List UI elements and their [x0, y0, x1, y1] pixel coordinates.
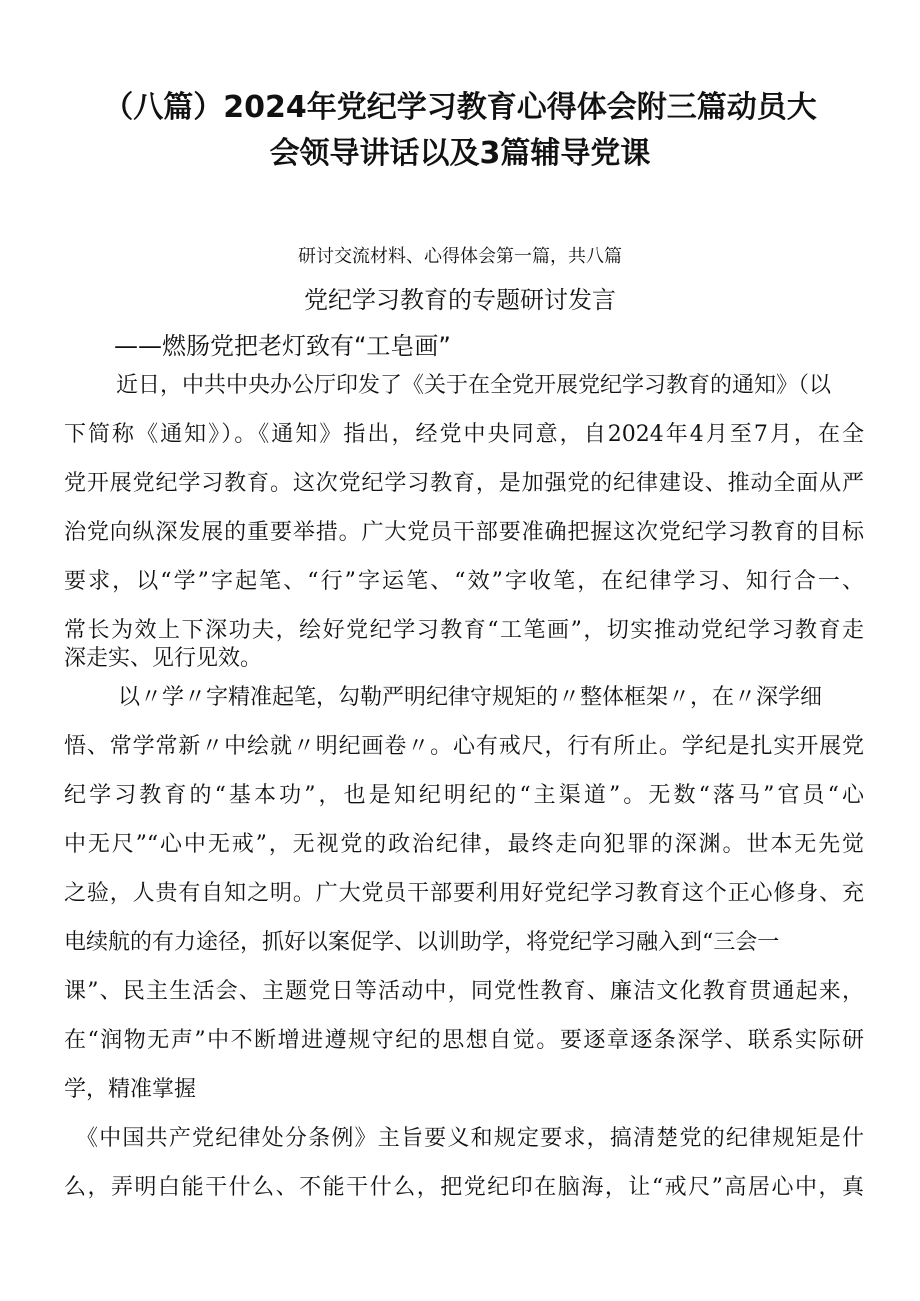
- paragraph-1-line-5: 要求，以“学”字起笔、“行”字运笔、“效”字收笔，在纪律学习、知行合一、: [64, 569, 864, 594]
- paragraph-2-line-2: 悟、常学常新〃中绘就〃明纪画卷〃。心有戒尺，行有所止。学纪是扎实开展党: [64, 734, 864, 759]
- paragraph-1-line-4: 治党向纵深发展的重要举措。广大党员干部要准确把握这次党纪学习教育的目标: [64, 520, 864, 545]
- paragraph-2-line-3: 纪学习教育的“基本功”，也是知纪明纪的“主渠道”。无数“落马”官员“心: [64, 783, 864, 808]
- paragraph-2-line-9: 学，精准掌握: [64, 1077, 197, 1102]
- paragraph-2-line-8: 在“润物无声”中不断增进遵规守纪的思想自觉。要逐章逐条深学、联系实际研: [64, 1028, 864, 1053]
- paragraph-1-line-6: 常长为效上下深功夫，绘好党纪学习教育“工笔画”，切实推动党纪学习教育走: [64, 618, 864, 643]
- document-title-line-2: 会领导讲话以及3篇辅导党课: [269, 136, 651, 171]
- paragraph-2-line-6: 电续航的有力途径，抓好以案促学、以训助学，将党纪学习融入到“三会一: [64, 930, 780, 955]
- paragraph-2-line-7: 课”、民主生活会、主题党日等活动中，同党性教育、廉洁文化教育贯通起来，: [64, 979, 864, 1004]
- paragraph-1-line-1: 近日，中共中央办公厅印发了《关于在全党开展党纪学习教育的通知》（以: [116, 373, 832, 398]
- section-heading: 党纪学习教育的专题研讨发言: [304, 286, 616, 314]
- paragraph-1-line-3: 党开展党纪学习教育。这次党纪学习教育，是加强党的纪律建设、推动全面从严: [64, 471, 864, 496]
- paragraph-3-line-1: 《中国共产党纪律处分条例》主旨要义和规定要求，搞清楚党的纪律规矩是什: [76, 1126, 864, 1151]
- paragraph-2-line-4: 中无尺”“心中无戒”，无视党的政治纪律，最终走向犯罪的深渊。世本无先觉: [64, 832, 864, 857]
- paragraph-1-line-2: 下简称《通知》）。《通知》指出，经党中央同意，自2024年4月至7月，在全: [64, 422, 864, 447]
- document-title-line-1: （八篇）2024年党纪学习教育心得体会附三篇动员大: [103, 90, 817, 125]
- paragraph-2-line-5: 之验，人贵有自知之明。广大党员干部要利用好党纪学习教育这个正心修身、充: [64, 881, 864, 906]
- section-heading-dash: ——燃肠党把老灯致有“工皂画”: [114, 332, 451, 360]
- paragraph-3-line-2: 么，弄明白能干什么、不能干什么，把党纪印在脑海，让“戒尺”高居心中，真: [64, 1175, 864, 1200]
- section-subtitle: 研讨交流材料、心得体会第一篇，共八篇: [298, 246, 622, 267]
- paragraph-2-line-1: 以〃学〃字精准起笔，勾勒严明纪律守规矩的〃整体框架〃，在〃深学细: [118, 685, 823, 710]
- paragraph-1-line-7: 深走实、见行见效。: [64, 646, 263, 671]
